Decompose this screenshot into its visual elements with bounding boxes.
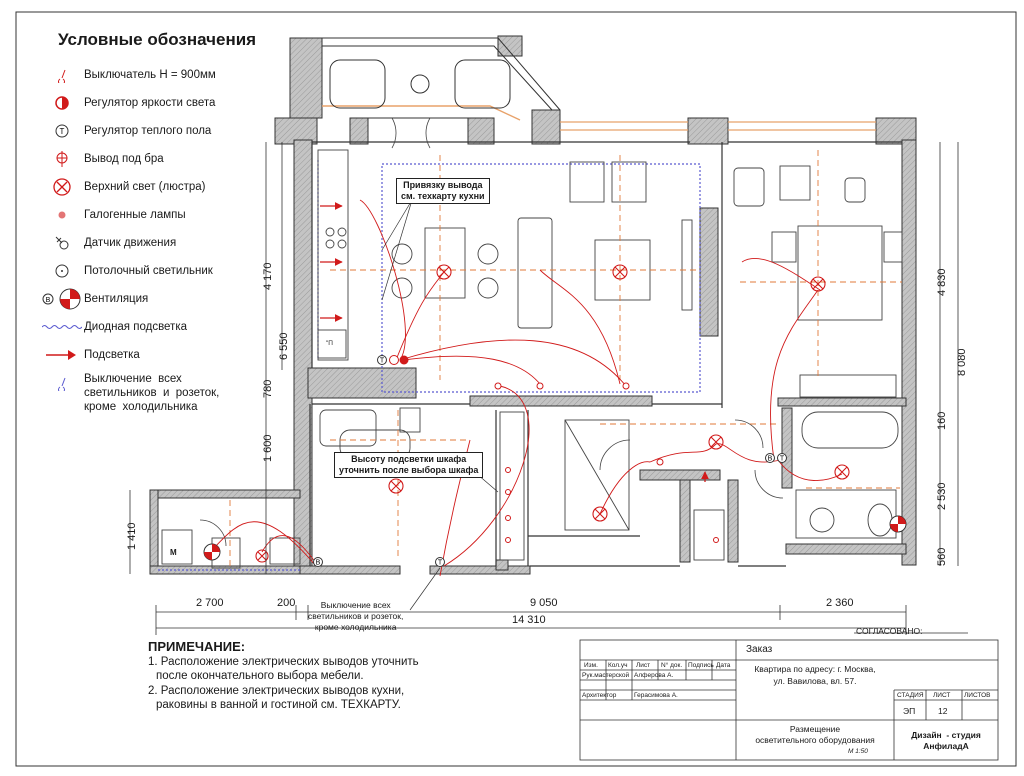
- dim-right-3: 2 530: [936, 482, 948, 510]
- legend-label: Подсветка: [84, 349, 140, 361]
- legend-row-switch: [40, 64, 216, 86]
- svg-text:В: В: [767, 455, 773, 463]
- dim-bottom-2: 9 050: [530, 597, 558, 609]
- svg-text:В: В: [315, 559, 321, 567]
- sheets-head: ЛИСТОВ: [964, 692, 991, 699]
- legend-label: Регулятор яркости света: [84, 97, 216, 109]
- svg-text:Т: Т: [59, 127, 65, 136]
- master-off-note: Выключение всех светильников и розеток, кроме холодильника: [308, 600, 404, 632]
- svg-text:Т: Т: [437, 559, 443, 567]
- led-strip-icon: [40, 316, 84, 338]
- notes-heading: ПРИМЕЧАНИЕ:: [148, 639, 246, 654]
- legend-row-dimmer: [40, 92, 215, 114]
- legend-label: Вывод под бра: [84, 153, 164, 165]
- stage-value: ЭП: [903, 706, 916, 716]
- ceiling-light-icon: [40, 260, 84, 282]
- master-switch-icon: [40, 372, 84, 394]
- legend-row-master: [40, 372, 220, 413]
- dim-right-4: 560: [936, 547, 948, 566]
- dim-left-3: 1 600: [262, 434, 274, 462]
- dimmer-icon: [40, 92, 84, 114]
- order-label: Заказ: [746, 644, 773, 655]
- title-block-column-head: Дата: [716, 662, 731, 669]
- dimension-lines: [130, 142, 958, 635]
- motion-sensor-icon: [40, 232, 84, 254]
- svg-text:Т: Т: [379, 357, 385, 365]
- role-architect: Архитектор: [582, 692, 617, 699]
- title-block-column-head: Изм.: [584, 662, 598, 669]
- legend-row-led: [40, 316, 187, 338]
- legend-label: Потолочный светильник: [84, 265, 213, 277]
- title-block-column-head: Подпись: [688, 662, 714, 669]
- ventilation-icon: [40, 288, 84, 310]
- legend-row-sconce: [40, 148, 164, 170]
- dim-bottom-0: 2 700: [196, 597, 224, 609]
- legend-row-motion: [40, 232, 176, 254]
- sconce-outlet-icon: [40, 148, 84, 170]
- stage-head: СТАДИЯ: [897, 692, 924, 699]
- kitchen-callout: Привязку вывода см. техкарту кухни: [396, 178, 490, 204]
- legend-label: Выключение всех светильников и розеток, кроме холодильника: [84, 373, 220, 413]
- title-block-column-head: Кол.уч: [608, 662, 628, 669]
- walls: [150, 36, 916, 574]
- legend-label: Вентиляция: [84, 293, 149, 305]
- project-address: Квартира по адресу: г. Москва, ул. Вавилова, вл. 57.: [754, 664, 876, 686]
- sheet-head: ЛИСТ: [933, 692, 951, 699]
- balcony: [322, 38, 560, 120]
- dim-total: 14 310: [512, 614, 546, 626]
- legend-label: Регулятор теплого пола: [84, 125, 212, 137]
- dim-bottom-3: 2 360: [826, 597, 854, 609]
- notes-line: раковины в ванной и гостиной см. ТЕХКАРТУ.: [156, 699, 401, 711]
- notes-line: 1. Расположение электрических выводов уточнить: [148, 655, 419, 668]
- legend-title: Условные обозначения: [58, 30, 257, 49]
- notes-line: после окончательного выбора мебели.: [156, 670, 364, 682]
- furniture: [162, 150, 902, 568]
- wardrobe-callout: Высоту подсветки шкафа уточнить после выбора шкафа: [334, 452, 483, 478]
- legend-row-ceiling: [40, 260, 213, 282]
- legend-row-floor_heat: [40, 120, 211, 142]
- dim-left-0: 4 170: [262, 262, 274, 290]
- dim-bottom-1: 200: [277, 597, 296, 609]
- led-strip: [158, 160, 700, 570]
- title-block-column-head: Лист: [636, 662, 651, 669]
- notes-line: 2. Расположение электрических выводов кухни,: [148, 684, 405, 697]
- legend-row-vent: [40, 288, 148, 310]
- backlight-arrows: [320, 206, 705, 482]
- legend-row-halogen: [40, 204, 186, 226]
- legend-label: Галогенные лампы: [84, 209, 186, 221]
- role-head-name: Алферова А.: [634, 672, 674, 679]
- chandelier-icon: [40, 176, 84, 198]
- notes: [148, 640, 419, 713]
- role-architect-name: Герасимова А.: [634, 692, 678, 699]
- legend-row-chandelier: [40, 176, 206, 198]
- toilet-mark: М: [170, 548, 177, 557]
- legend-label: Датчик движения: [84, 237, 177, 249]
- approved-label: СОГЛАСОВАНО:: [856, 626, 923, 636]
- role-head: Рук.мастерской: [582, 672, 630, 679]
- sheet-value: 12: [938, 706, 948, 716]
- drawing-scale: М 1:50: [848, 748, 868, 755]
- dim-right-2: 160: [936, 411, 948, 430]
- dim-right-1: 8 080: [956, 348, 968, 376]
- svg-text:В: В: [45, 297, 51, 304]
- drawing-title: Размещение осветительного оборудования: [755, 724, 875, 745]
- title-block-column-head: N° док.: [661, 662, 683, 669]
- switch-icon: [40, 64, 84, 86]
- legend-label: Верхний свет (люстра): [84, 181, 206, 193]
- svg-text:Т: Т: [779, 455, 785, 463]
- legend-label: Выключатель H = 900мм: [84, 69, 216, 81]
- floor-heat-regulator-icon: [40, 120, 84, 142]
- halogen-lamp-icon: [40, 204, 84, 226]
- legend-row-backlight: [40, 344, 140, 366]
- dim-left-1: 6 550: [278, 332, 290, 360]
- dim-left-2: 780: [262, 379, 274, 398]
- backlight-arrow-icon: [40, 344, 84, 366]
- studio-name: Дизайн - студия АнфиладА: [911, 730, 981, 751]
- legend-label: Диодная подсветка: [84, 321, 188, 333]
- dim-right-0: 4 830: [936, 268, 948, 296]
- fridge-mark: "П: [326, 340, 333, 347]
- dim-left-4: 1 410: [126, 522, 138, 550]
- chandeliers: [256, 265, 849, 562]
